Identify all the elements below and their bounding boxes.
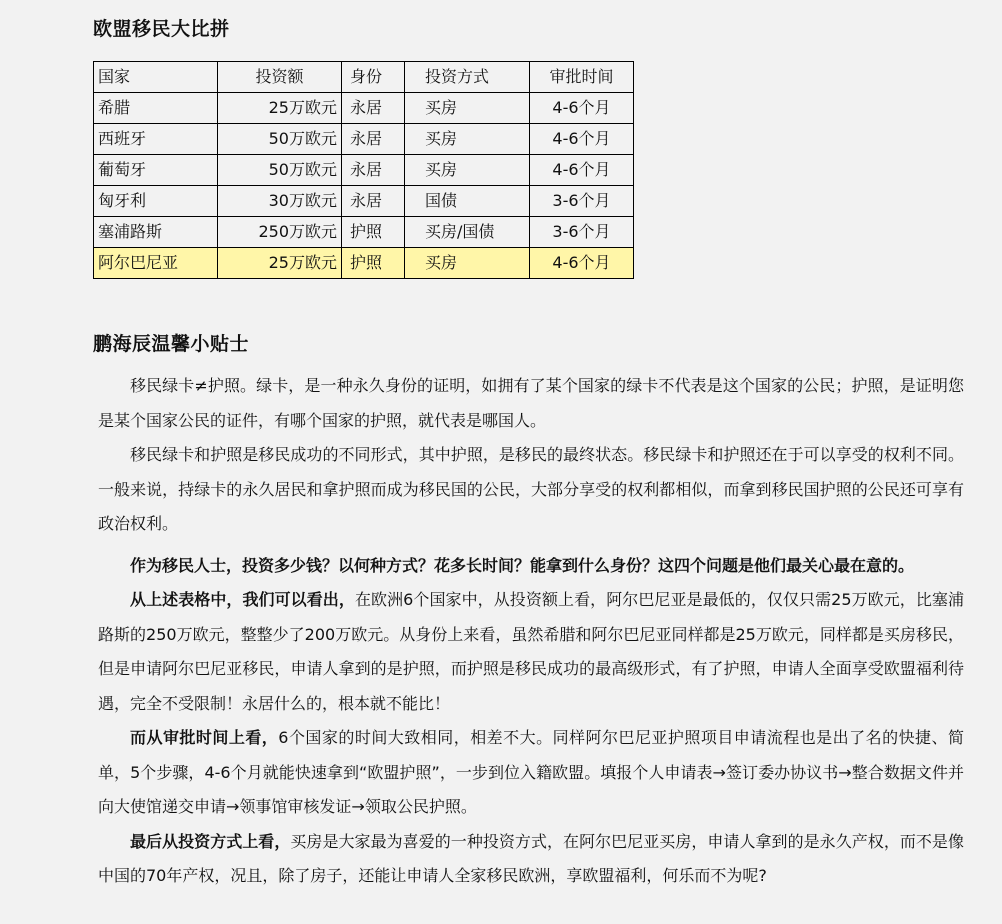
cell-investment: 250万欧元 <box>218 217 342 248</box>
cell-investment: 50万欧元 <box>218 124 342 155</box>
cell-time: 4-6个月 <box>530 155 634 186</box>
cell-status: 永居 <box>342 155 405 186</box>
cell-country: 西班牙 <box>94 124 218 155</box>
cell-investment: 25万欧元 <box>218 93 342 124</box>
article-body <box>98 369 964 894</box>
cell-method: 买房/国债 <box>405 217 530 248</box>
key-questions-text: 作为移民人士，投资多少钱？以何种方式？花多长时间？能拿到什么身份？这四个问题是他们最关心最在意的。 <box>130 555 915 575</box>
cell-investment: 50万欧元 <box>218 155 342 186</box>
approval-time-text: 6个国家的时间大致相同，相差不大。同样阿尔巴尼亚护照项目申请流程也是出了名的快捷、简单，5个步骤，4-6个月就能快速拿到“欧盟护照”，一步到位入籍欧盟。填报个人申请表→签订委办协议书→整合数据文件并向大使馆递交申请→领事馆审核发证→领取公民护照。 <box>98 728 964 816</box>
table-row <box>94 93 634 124</box>
table-row-highlighted <box>94 248 634 279</box>
cell-status: 永居 <box>342 93 405 124</box>
table-row <box>94 186 634 217</box>
investment-method-lead: 最后从投资方式上看， <box>130 831 291 851</box>
cell-time: 4-6个月 <box>530 124 634 155</box>
table-row <box>94 124 634 155</box>
cell-status: 护照 <box>342 248 405 279</box>
table-row <box>94 155 634 186</box>
cell-country: 阿尔巴尼亚 <box>94 248 218 279</box>
header-country: 国家 <box>94 62 218 93</box>
tips-title: 鹏海辰温馨小贴士 <box>93 333 250 355</box>
header-time: 审批时间 <box>530 62 634 93</box>
cell-status: 永居 <box>342 186 405 217</box>
paragraph-rights-difference: 移民绿卡和护照是移民成功的不同形式，其中护照，是移民的最终状态。移民绿卡和护照还在于可以享受的权利不同。一般来说，持绿卡的永久居民和拿护照而成为移民国的公民，大部分享受的权利都相似，而拿到移民国护照的公民还可享有政治权利。 <box>98 445 964 533</box>
cell-method: 买房 <box>405 155 530 186</box>
paragraph-investment-method <box>98 825 964 894</box>
cell-country: 希腊 <box>94 93 218 124</box>
cell-method: 买房 <box>405 124 530 155</box>
paragraph-approval-time <box>98 721 964 825</box>
cell-country: 塞浦路斯 <box>94 217 218 248</box>
cell-country: 匈牙利 <box>94 186 218 217</box>
eu-immigration-comparison-table <box>93 61 634 279</box>
paragraph-key-questions <box>98 549 964 584</box>
investment-method-text: 买房是大家最为喜爱的一种投资方式，在阿尔巴尼亚买房，申请人拿到的是永久产权，而不是像中国的70年产权，况且，除了房子，还能让申请人全家移民欧洲，享欧盟福利，何乐而不为呢? <box>98 831 964 885</box>
header-investment: 投资额 <box>218 62 342 93</box>
table-header-row <box>94 62 634 93</box>
cell-status: 护照 <box>342 217 405 248</box>
cell-country: 葡萄牙 <box>94 155 218 186</box>
paragraph-green-card-vs-passport: 移民绿卡≠护照。绿卡，是一种永久身份的证明，如拥有了某个国家的绿卡不代表是这个国家的公民；护照，是证明您是某个国家公民的证件，有哪个国家的护照，就代表是哪国人。 <box>98 376 964 430</box>
cell-time: 4-6个月 <box>530 93 634 124</box>
investment-analysis-lead: 从上述表格中，我们可以看出， <box>130 590 355 609</box>
paragraph-investment-analysis <box>98 583 964 721</box>
cell-time: 4-6个月 <box>530 248 634 279</box>
cell-status: 永居 <box>342 124 405 155</box>
cell-time: 3-6个月 <box>530 186 634 217</box>
cell-method: 国债 <box>405 186 530 217</box>
approval-time-lead: 而从审批时间上看， <box>130 728 279 747</box>
cell-investment: 30万欧元 <box>218 186 342 217</box>
table-row <box>94 217 634 248</box>
cell-time: 3-6个月 <box>530 217 634 248</box>
cell-method: 买房 <box>405 248 530 279</box>
header-status: 身份 <box>342 62 405 93</box>
investment-analysis-text: 在欧洲6个国家中，从投资额上看，阿尔巴尼亚是最低的，仅仅只需25万欧元，比塞浦路斯的250万欧元，整整少了200万欧元。从身份上来看，虽然希腊和阿尔巴尼亚同样都是25万欧元，同样都是买房移民，但是申请阿尔巴尼亚移民，申请人拿到的是护照，而护照是移民成功的最高级形式，有了护照，申请人全面享受欧盟福利待遇，完全不受限制！永居什么的，根本就不能比！ <box>98 590 964 713</box>
comparison-title: 欧盟移民大比拼 <box>93 18 230 40</box>
cell-method: 买房 <box>405 93 530 124</box>
header-method: 投资方式 <box>405 62 530 93</box>
cell-investment: 25万欧元 <box>218 248 342 279</box>
